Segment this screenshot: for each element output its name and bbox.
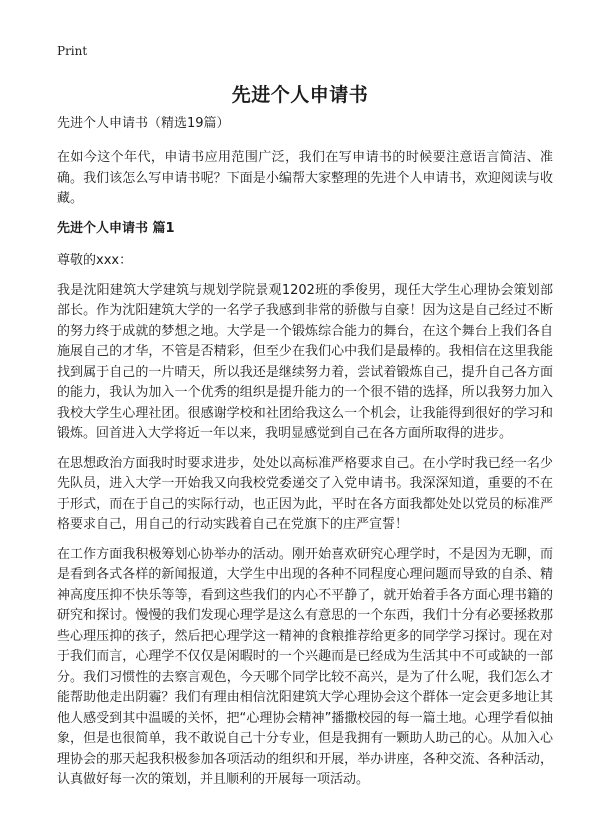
salutation: 尊敬的xxx： — [57, 252, 133, 268]
article-body — [57, 114, 553, 800]
intro-paragraph: 在如今这个年代，申请书应用范围广泛，我们在写申请书的时候要注意语言简洁、准确。我们该怎么写申请书呢？下面是小编帮大家整理的先进个人申请书，欢迎阅读与收藏。 — [57, 150, 553, 206]
body-paragraph: 我是沈阳建筑大学建筑与规划学院景观1202班的季俊男，现任大学生心理协会策划部部长。作为沈阳建筑大学的一名学子我感到非常的骄傲与自豪！因为这是自己经过不断的努力终于成就的梦想之地。大学是一个锻炼综合能力的舞台，在这个舞台上我们各自施展自己的才华，不管是否精彩，但至少在我们心中我们是最棒的。我相信在这里我能找到属于自己的一片晴天，所以我还是继续努力着，尝试着锻炼自己，提升自己各方面的能力，我认为加入一个优秀的组织是提升能力的一个很不错的选择，所以我努力加入我校大学生心理社团。很感谢学校和社团给我这么一个机会，让我能得到很好的学习和锻炼。回首进入大学将近一年以来，我明显感觉到自己在各方面所取得的进步。 — [57, 282, 553, 441]
section-heading: 先进个人申请书 篇1 — [57, 220, 175, 236]
print-link[interactable]: Print — [57, 44, 88, 58]
article-subtitle: 先进个人申请书（精选19篇） — [57, 116, 230, 131]
page-title: 先进个人申请书 — [231, 84, 369, 106]
body-paragraph: 在思想政治方面我时时要求进步，处处以高标准严格要求自己。在小学时我已经一名少先队员，进入大学一开始我又向我校党委递交了入党申请书。我深深知道，重要的不在于形式，而在于自己的实际行动，也正因为此，平时在各方面我都处处以党员的标准严格要求自己，用自己的行动实践着自己在党旗下的庄严宣誓！ — [57, 455, 553, 532]
body-paragraph: 在工作方面我积极筹划心协举办的活动。刚开始喜欢研究心理学时，不是因为无聊，而是看到各式各样的新闻报道，大学生中出现的各种不同程度心理问题而导致的自杀、精神高度压抑不快乐等等，看到这些我们的内心不平静了，就开始着手各方面心理书籍的研究和探讨。慢慢的我们发现心理学是这么有意思的一个东西，我们十分有必要拯救那些心理压抑的孩子，然后把心理学这一精神的食粮推荐给更多的同学学习探讨。现在对于我们而言，心理学不仅仅是闲暇时的一个兴趣而是已经成为生活其中不可或缺的一部分。我们习惯性的去察言观色，今天哪个同学比较不高兴，是为了什么呢，我们怎么才能帮助他走出阴霾？我们有理由相信沈阳建筑大学心理协会这个群体一定会更多地让其他人感受到其中温暖的关怀，把“心理协会精神”播撒校园的每一篇土地。心理学看似抽象，但是也很简单，我不敢说自己十分专业，但是我拥有一颗助人助己的心。从加入心理协会的那天起我积极参加各项活动的组织和开展，举办讲座，各种交流、各种活动，认真做好每一次的策划，并且顺利的开展每一项活动。 — [57, 546, 553, 787]
